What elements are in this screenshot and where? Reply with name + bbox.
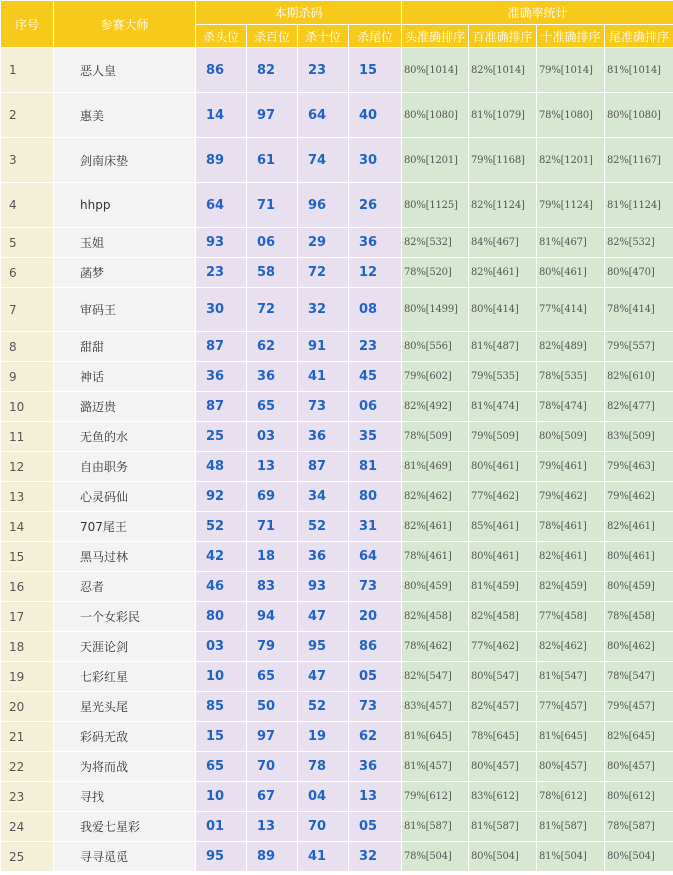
accuracy-stat: 80%[457]: [537, 752, 605, 782]
kill-number: 26: [349, 183, 402, 228]
accuracy-stat: 80%[461]: [537, 258, 605, 288]
accuracy-stat: 82%[547]: [402, 662, 469, 692]
accuracy-stat: 82%[462]: [402, 482, 469, 512]
kill-number: 14: [196, 93, 247, 138]
kill-number: 82: [247, 48, 298, 93]
master-name: 707尾王: [54, 512, 196, 542]
kill-number: 32: [349, 842, 402, 872]
header-stat-col: 尾准确排序: [605, 25, 673, 48]
master-name: 甜甜: [54, 332, 196, 362]
kill-number: 83: [247, 572, 298, 602]
accuracy-stat: 82%[457]: [469, 692, 537, 722]
accuracy-stat: 82%[1167]: [605, 138, 673, 183]
accuracy-stat: 80%[457]: [605, 752, 673, 782]
accuracy-stat: 82%[461]: [537, 542, 605, 572]
table-body: [1, 48, 673, 872]
kill-number: 73: [298, 392, 349, 422]
kill-number: 97: [247, 722, 298, 752]
row-index: 23: [1, 782, 54, 812]
table-row: [1, 692, 673, 722]
accuracy-stat: 79%[612]: [402, 782, 469, 812]
table-row: [1, 722, 673, 752]
kill-number: 23: [349, 332, 402, 362]
accuracy-stat: 78%[461]: [537, 512, 605, 542]
kill-number: 03: [196, 632, 247, 662]
row-index: 16: [1, 572, 54, 602]
kill-number: 92: [196, 482, 247, 512]
master-name: 一个女彩民: [54, 602, 196, 632]
master-name: 黑马过林: [54, 542, 196, 572]
kill-number: 64: [349, 542, 402, 572]
kill-number: 36: [298, 422, 349, 452]
kill-number: 06: [247, 228, 298, 258]
kill-number: 62: [349, 722, 402, 752]
accuracy-stat: 78%[547]: [605, 662, 673, 692]
accuracy-stat: 80%[1201]: [402, 138, 469, 183]
accuracy-stat: 79%[602]: [402, 362, 469, 392]
kill-number: 13: [349, 782, 402, 812]
accuracy-stat: 78%[520]: [402, 258, 469, 288]
accuracy-stat: 79%[1014]: [537, 48, 605, 93]
kill-number: 35: [349, 422, 402, 452]
master-name: 潞迈贵: [54, 392, 196, 422]
accuracy-stat: 81%[469]: [402, 452, 469, 482]
master-name: 天涯论剑: [54, 632, 196, 662]
accuracy-stat: 79%[457]: [605, 692, 673, 722]
accuracy-stat: 82%[477]: [605, 392, 673, 422]
accuracy-stat: 79%[509]: [469, 422, 537, 452]
accuracy-stat: 77%[414]: [537, 288, 605, 332]
row-index: 19: [1, 662, 54, 692]
row-index: 15: [1, 542, 54, 572]
accuracy-stat: 78%[462]: [402, 632, 469, 662]
kill-number: 89: [196, 138, 247, 183]
accuracy-stat: 80%[459]: [605, 572, 673, 602]
row-index: 20: [1, 692, 54, 722]
accuracy-stat: 81%[487]: [469, 332, 537, 362]
kill-number: 18: [247, 542, 298, 572]
accuracy-stat: 80%[1125]: [402, 183, 469, 228]
accuracy-stat: 82%[1014]: [469, 48, 537, 93]
table-row: [1, 632, 673, 662]
kill-number: 41: [298, 842, 349, 872]
kill-number: 03: [247, 422, 298, 452]
accuracy-stat: 78%[458]: [605, 602, 673, 632]
accuracy-stat: 82%[458]: [469, 602, 537, 632]
row-index: 22: [1, 752, 54, 782]
kill-number: 05: [349, 662, 402, 692]
accuracy-stat: 80%[459]: [402, 572, 469, 602]
kill-number: 96: [298, 183, 349, 228]
accuracy-stat: 79%[462]: [537, 482, 605, 512]
accuracy-stat: 78%[612]: [537, 782, 605, 812]
kill-number: 01: [196, 812, 247, 842]
kill-number: 87: [196, 332, 247, 362]
kill-number: 42: [196, 542, 247, 572]
accuracy-stat: 81%[1079]: [469, 93, 537, 138]
accuracy-stat: 80%[461]: [469, 542, 537, 572]
accuracy-stat: 82%[459]: [537, 572, 605, 602]
kill-number: 12: [349, 258, 402, 288]
row-index: 14: [1, 512, 54, 542]
table-row: [1, 482, 673, 512]
kill-number: 62: [247, 332, 298, 362]
accuracy-stat: 79%[462]: [605, 482, 673, 512]
kill-number: 64: [196, 183, 247, 228]
accuracy-stat: 81%[457]: [402, 752, 469, 782]
kill-number: 95: [298, 632, 349, 662]
accuracy-stat: 82%[489]: [537, 332, 605, 362]
kill-number: 89: [247, 842, 298, 872]
kill-number: 71: [247, 512, 298, 542]
header-kill-col: 杀头位: [196, 25, 247, 48]
accuracy-stat: 82%[610]: [605, 362, 673, 392]
master-name: 星光头尾: [54, 692, 196, 722]
kill-number: 23: [196, 258, 247, 288]
header-kill-col: 杀百位: [247, 25, 298, 48]
accuracy-stat: 79%[1168]: [469, 138, 537, 183]
kill-number: 52: [298, 512, 349, 542]
master-name: 玉姐: [54, 228, 196, 258]
row-index: 13: [1, 482, 54, 512]
kill-number: 72: [298, 258, 349, 288]
kill-number: 79: [247, 632, 298, 662]
kill-number: 19: [298, 722, 349, 752]
master-name: 心灵码仙: [54, 482, 196, 512]
row-index: 4: [1, 183, 54, 228]
accuracy-stat: 80%[1080]: [402, 93, 469, 138]
kill-number: 81: [349, 452, 402, 482]
kill-number: 20: [349, 602, 402, 632]
kill-number: 10: [196, 782, 247, 812]
kill-number: 86: [349, 632, 402, 662]
accuracy-stat: 80%[1080]: [605, 93, 673, 138]
table-row: [1, 662, 673, 692]
kill-number: 70: [298, 812, 349, 842]
row-index: 10: [1, 392, 54, 422]
accuracy-stat: 80%[470]: [605, 258, 673, 288]
kill-number: 93: [196, 228, 247, 258]
kill-number: 74: [298, 138, 349, 183]
accuracy-stat: 78%[504]: [402, 842, 469, 872]
accuracy-stat: 82%[645]: [605, 722, 673, 752]
row-index: 1: [1, 48, 54, 93]
accuracy-stat: 82%[458]: [402, 602, 469, 632]
accuracy-stat: 80%[612]: [605, 782, 673, 812]
accuracy-stat: 81%[459]: [469, 572, 537, 602]
master-name: 恶人皇: [54, 48, 196, 93]
accuracy-stat: 81%[645]: [537, 722, 605, 752]
accuracy-stat: 80%[414]: [469, 288, 537, 332]
row-index: 17: [1, 602, 54, 632]
kill-number: 91: [298, 332, 349, 362]
table-row: [1, 812, 673, 842]
kill-number: 50: [247, 692, 298, 722]
accuracy-stat: 81%[504]: [537, 842, 605, 872]
kill-number: 13: [247, 452, 298, 482]
accuracy-stat: 80%[461]: [605, 542, 673, 572]
kill-number: 70: [247, 752, 298, 782]
kill-number: 36: [298, 542, 349, 572]
accuracy-stat: 80%[547]: [469, 662, 537, 692]
kill-number: 31: [349, 512, 402, 542]
row-index: 21: [1, 722, 54, 752]
table-row: [1, 512, 673, 542]
accuracy-stat: 82%[1201]: [537, 138, 605, 183]
table-row: [1, 288, 673, 332]
kill-number: 47: [298, 602, 349, 632]
kill-number: 05: [349, 812, 402, 842]
kill-number: 06: [349, 392, 402, 422]
kill-number: 72: [247, 288, 298, 332]
master-name: 剑南床垫: [54, 138, 196, 183]
kill-number: 41: [298, 362, 349, 392]
kill-number: 47: [298, 662, 349, 692]
kill-number: 23: [298, 48, 349, 93]
kill-number: 87: [298, 452, 349, 482]
kill-number: 97: [247, 93, 298, 138]
kill-number: 69: [247, 482, 298, 512]
accuracy-stat: 81%[587]: [469, 812, 537, 842]
accuracy-stat: 81%[474]: [469, 392, 537, 422]
kill-number: 13: [247, 812, 298, 842]
table-row: [1, 542, 673, 572]
kill-number: 04: [298, 782, 349, 812]
accuracy-stat: 80%[1499]: [402, 288, 469, 332]
table-row: [1, 422, 673, 452]
accuracy-stat: 80%[461]: [469, 452, 537, 482]
accuracy-stat: 83%[509]: [605, 422, 673, 452]
master-name: 寻寻觅觅: [54, 842, 196, 872]
accuracy-stat: 80%[504]: [605, 842, 673, 872]
kill-number: 30: [196, 288, 247, 332]
kill-number: 65: [247, 392, 298, 422]
accuracy-stat: 81%[467]: [537, 228, 605, 258]
kill-number: 45: [349, 362, 402, 392]
kill-number: 73: [349, 572, 402, 602]
master-name: 为将而战: [54, 752, 196, 782]
accuracy-stat: 82%[1124]: [469, 183, 537, 228]
kill-number: 71: [247, 183, 298, 228]
table-row: [1, 332, 673, 362]
header-kill-col: 杀十位: [298, 25, 349, 48]
header-kill-group: 本期杀码: [196, 1, 402, 25]
row-index: 2: [1, 93, 54, 138]
accuracy-stat: 78%[414]: [605, 288, 673, 332]
table-row: [1, 93, 673, 138]
master-name: 彩码无敌: [54, 722, 196, 752]
accuracy-stat: 77%[462]: [469, 632, 537, 662]
accuracy-stat: 82%[461]: [402, 512, 469, 542]
row-index: 8: [1, 332, 54, 362]
kill-number: 95: [196, 842, 247, 872]
accuracy-stat: 81%[1014]: [605, 48, 673, 93]
header-stat-col: 头准确排序: [402, 25, 469, 48]
table-row: [1, 452, 673, 482]
row-index: 9: [1, 362, 54, 392]
row-index: 11: [1, 422, 54, 452]
accuracy-stat: 82%[492]: [402, 392, 469, 422]
kill-number: 80: [349, 482, 402, 512]
row-index: 24: [1, 812, 54, 842]
accuracy-stat: 84%[467]: [469, 228, 537, 258]
accuracy-stat: 82%[461]: [605, 512, 673, 542]
accuracy-stat: 78%[535]: [537, 362, 605, 392]
accuracy-stat: 77%[457]: [537, 692, 605, 722]
row-index: 18: [1, 632, 54, 662]
accuracy-stat: 78%[461]: [402, 542, 469, 572]
kill-number: 15: [196, 722, 247, 752]
kill-number: 85: [196, 692, 247, 722]
header-index: 序号: [1, 1, 54, 48]
kill-number: 80: [196, 602, 247, 632]
kill-number: 36: [196, 362, 247, 392]
kill-number: 29: [298, 228, 349, 258]
accuracy-stat: 78%[645]: [469, 722, 537, 752]
header-stat-col: 十准确排序: [537, 25, 605, 48]
kill-number: 65: [247, 662, 298, 692]
kill-number: 36: [349, 228, 402, 258]
accuracy-stat: 81%[547]: [537, 662, 605, 692]
accuracy-stat: 80%[509]: [537, 422, 605, 452]
master-name: 忍者: [54, 572, 196, 602]
kill-number: 30: [349, 138, 402, 183]
table-row: [1, 228, 673, 258]
kill-number: 78: [298, 752, 349, 782]
accuracy-stat: 85%[461]: [469, 512, 537, 542]
kill-number: 67: [247, 782, 298, 812]
table-row: [1, 782, 673, 812]
accuracy-stat: 79%[1124]: [537, 183, 605, 228]
accuracy-stat: 80%[556]: [402, 332, 469, 362]
row-index: 12: [1, 452, 54, 482]
accuracy-stat: 82%[462]: [537, 632, 605, 662]
table-row: [1, 602, 673, 632]
kill-number: 15: [349, 48, 402, 93]
kill-number: 32: [298, 288, 349, 332]
accuracy-stat: 80%[1014]: [402, 48, 469, 93]
accuracy-stat: 81%[587]: [537, 812, 605, 842]
kill-number: 87: [196, 392, 247, 422]
table-row: [1, 48, 673, 93]
row-index: 7: [1, 288, 54, 332]
kill-number: 46: [196, 572, 247, 602]
master-name: 自由职务: [54, 452, 196, 482]
accuracy-stat: 77%[458]: [537, 602, 605, 632]
accuracy-stat: 78%[509]: [402, 422, 469, 452]
table-row: [1, 392, 673, 422]
kill-number: 34: [298, 482, 349, 512]
accuracy-stat: 78%[587]: [605, 812, 673, 842]
kill-number: 86: [196, 48, 247, 93]
kill-number: 36: [349, 752, 402, 782]
master-name: 无鱼的水: [54, 422, 196, 452]
header-master: 参赛大师: [54, 1, 196, 48]
accuracy-stat: 81%[645]: [402, 722, 469, 752]
header-kill-col: 杀尾位: [349, 25, 402, 48]
kill-number: 10: [196, 662, 247, 692]
accuracy-stat: 79%[557]: [605, 332, 673, 362]
kill-number: 61: [247, 138, 298, 183]
table-row: [1, 572, 673, 602]
accuracy-stat: 82%[532]: [402, 228, 469, 258]
table-row: [1, 183, 673, 228]
accuracy-stat: 81%[587]: [402, 812, 469, 842]
table-row: [1, 842, 673, 872]
row-index: 5: [1, 228, 54, 258]
kill-number: 08: [349, 288, 402, 332]
master-name: 菡梦: [54, 258, 196, 288]
accuracy-stat: 80%[462]: [605, 632, 673, 662]
master-name: 七彩红星: [54, 662, 196, 692]
accuracy-stat: 78%[474]: [537, 392, 605, 422]
row-index: 6: [1, 258, 54, 288]
accuracy-stat: 80%[504]: [469, 842, 537, 872]
header-stat-group: 准确率统计: [402, 1, 673, 25]
kill-number: 93: [298, 572, 349, 602]
kill-number: 73: [349, 692, 402, 722]
accuracy-stat: 82%[532]: [605, 228, 673, 258]
accuracy-stat: 80%[457]: [469, 752, 537, 782]
kill-number: 94: [247, 602, 298, 632]
accuracy-stat: 82%[461]: [469, 258, 537, 288]
table-row: [1, 362, 673, 392]
accuracy-stat: 79%[463]: [605, 452, 673, 482]
row-index: 3: [1, 138, 54, 183]
accuracy-stat: 83%[457]: [402, 692, 469, 722]
table-row: [1, 258, 673, 288]
kill-number: 40: [349, 93, 402, 138]
master-name: 审码王: [54, 288, 196, 332]
header-stat-col: 百准确排序: [469, 25, 537, 48]
master-name: 寻找: [54, 782, 196, 812]
master-name: 我爱七星彩: [54, 812, 196, 842]
kill-number: 65: [196, 752, 247, 782]
accuracy-stat: 77%[462]: [469, 482, 537, 512]
kill-number: 52: [196, 512, 247, 542]
accuracy-stat: 78%[1080]: [537, 93, 605, 138]
kill-number: 36: [247, 362, 298, 392]
table-row: [1, 752, 673, 782]
accuracy-stat: 81%[1124]: [605, 183, 673, 228]
accuracy-stat: 79%[461]: [537, 452, 605, 482]
kill-number: 52: [298, 692, 349, 722]
kill-number: 64: [298, 93, 349, 138]
accuracy-stat: 79%[535]: [469, 362, 537, 392]
row-index: 25: [1, 842, 54, 872]
master-name: hhpp: [54, 183, 196, 228]
kill-number: 25: [196, 422, 247, 452]
kill-number: 48: [196, 452, 247, 482]
kill-number: 58: [247, 258, 298, 288]
master-name: 惠美: [54, 93, 196, 138]
table-row: [1, 138, 673, 183]
master-name: 神话: [54, 362, 196, 392]
accuracy-stat: 83%[612]: [469, 782, 537, 812]
